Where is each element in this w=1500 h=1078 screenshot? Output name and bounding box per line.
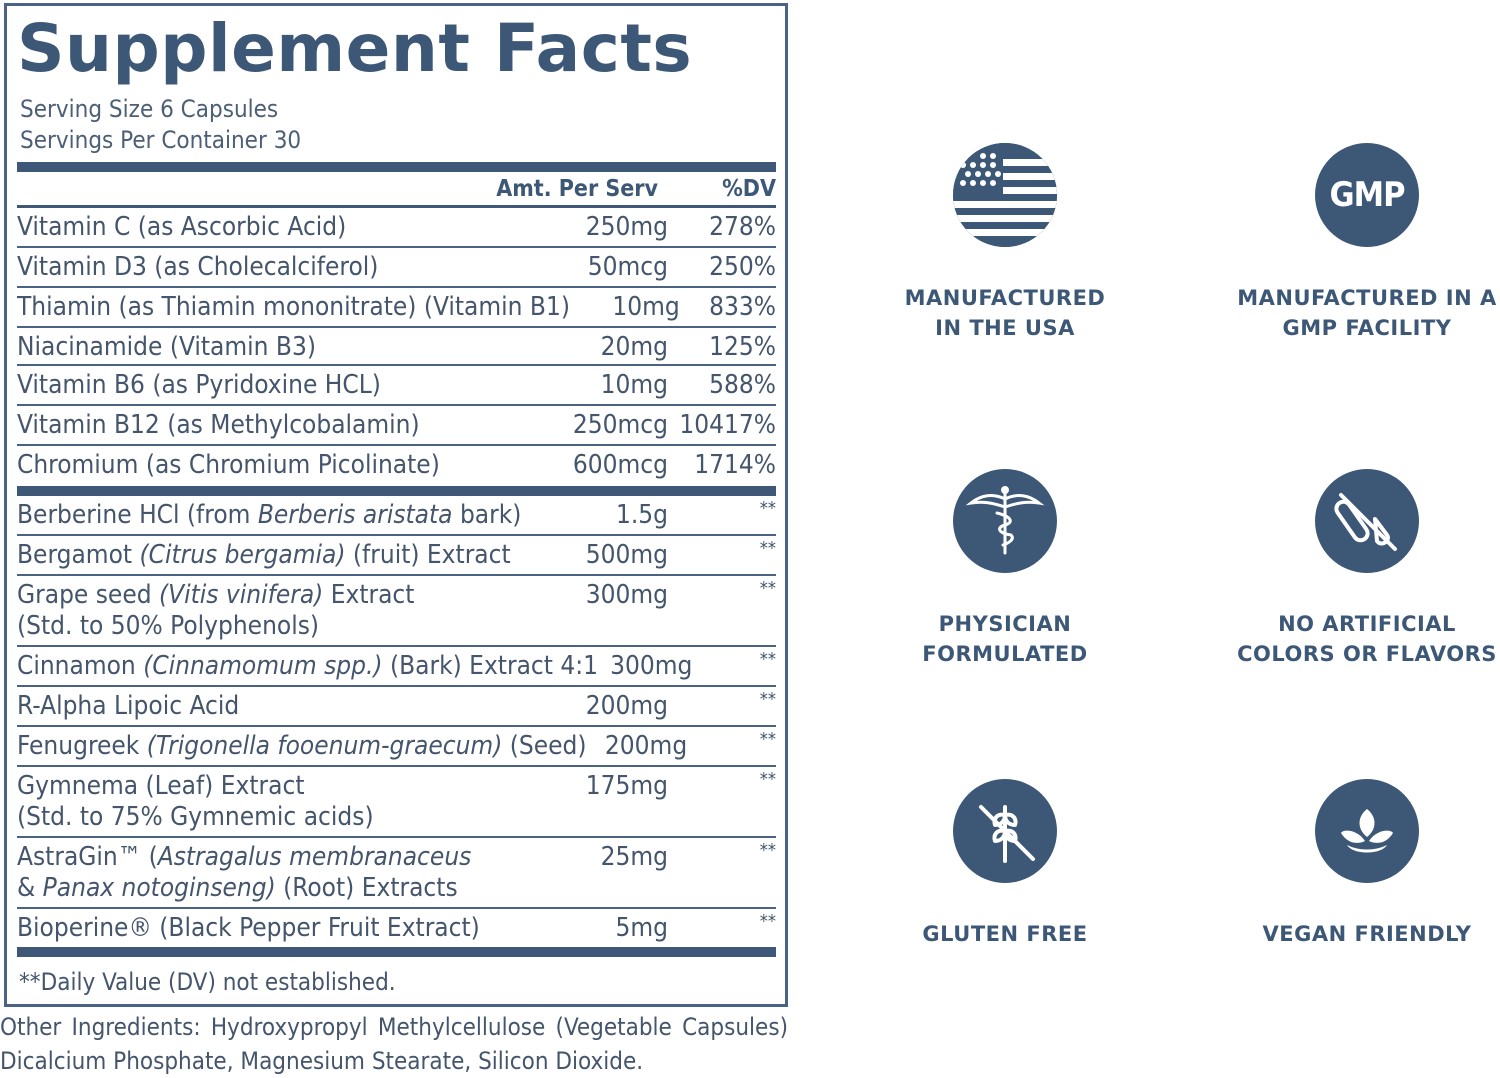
nutrient-amount: 250mg bbox=[585, 212, 668, 242]
ingredient-name bbox=[17, 731, 587, 762]
ingredient-row bbox=[17, 496, 776, 536]
latin-name: (Cinnamomum spp.) bbox=[143, 651, 383, 681]
header-amount: Amt. Per Serv bbox=[496, 175, 658, 202]
other-ingredients-line: Other Ingredients: Hydroxypropyl Methylcellulose (Vegetable Capsules) bbox=[0, 1013, 788, 1041]
ingredient-amount: 300mg bbox=[585, 580, 668, 610]
vitamins-section bbox=[17, 208, 776, 486]
ingredient-dv: ** bbox=[759, 689, 776, 710]
thick-divider bbox=[17, 486, 776, 496]
nutrient-dv: 833% bbox=[709, 292, 776, 322]
ingredient-text: (Bark) Extract 4:1 bbox=[382, 651, 598, 681]
vitamin-row bbox=[17, 328, 776, 366]
nutrient-amount: 250mcg bbox=[572, 410, 668, 440]
ingredient-name bbox=[17, 540, 544, 571]
ingredient-amount: 500mg bbox=[585, 540, 668, 570]
nutrient-dv: 278% bbox=[709, 212, 776, 242]
ingredient-dv: ** bbox=[759, 578, 776, 599]
ingredient-amount: 200mg bbox=[585, 691, 668, 721]
ingredient-amount: 5mg bbox=[615, 913, 668, 943]
other-ingredients bbox=[0, 1010, 788, 1078]
ingredient-row bbox=[17, 536, 776, 576]
ingredient-name bbox=[17, 651, 598, 682]
nutrient-dv: 10417% bbox=[679, 410, 776, 440]
badge-physician-formulated bbox=[880, 469, 1130, 669]
ingredient-text: Bergamot bbox=[17, 540, 140, 570]
vitamin-row bbox=[17, 446, 776, 486]
ingredient-dv: ** bbox=[759, 769, 776, 790]
latin-name: (Citrus bergamia) bbox=[139, 540, 346, 570]
ingredient-dv: ** bbox=[759, 911, 776, 932]
thick-divider bbox=[17, 947, 776, 957]
nutrient-dv: 588% bbox=[709, 370, 776, 400]
nutrient-amount: 20mg bbox=[600, 332, 668, 362]
nutrient-amount: 600mcg bbox=[572, 450, 668, 480]
ingredient-row bbox=[17, 576, 776, 647]
nutrient-name: Vitamin B6 (as Pyridoxine HCL) bbox=[17, 370, 381, 400]
caduceus-icon bbox=[953, 469, 1057, 573]
vitamin-row bbox=[17, 208, 776, 248]
ingredient-amount: 1.5g bbox=[615, 500, 668, 530]
ingredient-text: AstraGin™ ( bbox=[17, 842, 158, 872]
ingredient-text: Gymnema (Leaf) Extract bbox=[17, 771, 305, 801]
ingredient-amount: 300mg bbox=[610, 651, 693, 681]
dv-footnote: **Daily Value (DV) not established. bbox=[19, 968, 396, 996]
ingredient-name bbox=[17, 580, 544, 642]
gmp-icon-text: GMP bbox=[1329, 175, 1405, 215]
vitamin-row bbox=[17, 366, 776, 406]
servings-per-container: Servings Per Container 30 bbox=[20, 126, 302, 154]
ingredient-text: & bbox=[17, 873, 43, 903]
badge-no-artificial bbox=[1222, 469, 1500, 669]
ingredient-text: Berberine HCl (from bbox=[17, 500, 258, 530]
supplement-facts-panel bbox=[4, 3, 788, 1007]
latin-name: Astragalus membranaceus bbox=[157, 842, 472, 872]
latin-name: (Vitis vinifera) bbox=[159, 580, 324, 610]
serving-size: Serving Size 6 Capsules bbox=[20, 95, 279, 123]
other-ingredients-line: Dicalcium Phosphate, Magnesium Stearate, Silicon Dioxide. bbox=[0, 1047, 644, 1075]
ingredient-name bbox=[17, 771, 544, 833]
header-dv: %DV bbox=[722, 175, 776, 202]
ingredient-dv: ** bbox=[759, 649, 776, 670]
latin-name: Panax notoginseng) bbox=[42, 873, 276, 903]
vitamin-row bbox=[17, 406, 776, 446]
nutrient-amount: 50mcg bbox=[587, 252, 668, 282]
ingredient-name: R-Alpha Lipoic Acid bbox=[17, 691, 240, 721]
badge-vegan-friendly bbox=[1222, 779, 1500, 949]
ingredient-dv: ** bbox=[759, 840, 776, 861]
ingredient-text: Fenugreek bbox=[17, 731, 147, 761]
nutrient-dv: 250% bbox=[709, 252, 776, 282]
ingredient-standard: (Std. to 75% Gymnemic acids) bbox=[17, 802, 374, 832]
nutrient-name: Vitamin B12 (as Methylcobalamin) bbox=[17, 410, 420, 440]
serving-info bbox=[17, 94, 776, 156]
gmp-icon bbox=[1315, 143, 1419, 247]
ingredient-standard: (Std. to 50% Polyphenols) bbox=[17, 611, 320, 641]
ingredient-row bbox=[17, 838, 776, 909]
badge-label: NO ARTIFICIAL COLORS OR FLAVORS bbox=[1237, 612, 1497, 666]
ingredient-row bbox=[17, 647, 776, 687]
blend-section bbox=[17, 496, 776, 947]
nutrient-name: Vitamin D3 (as Cholecalciferol) bbox=[17, 252, 379, 282]
us-flag-icon bbox=[953, 143, 1057, 247]
nutrient-dv: 1714% bbox=[694, 450, 776, 480]
ingredient-amount: 200mg bbox=[604, 731, 688, 761]
vegan-leaf-icon bbox=[1315, 779, 1419, 883]
no-artificial-colors-icon bbox=[1315, 469, 1419, 573]
badge-gluten-free bbox=[880, 779, 1130, 949]
ingredient-name: Bioperine® (Black Pepper Fruit Extract) bbox=[17, 913, 480, 943]
ingredient-dv: ** bbox=[759, 538, 776, 559]
ingredient-text: (fruit) Extract bbox=[345, 540, 511, 570]
ingredient-amount: 25mg bbox=[600, 842, 668, 872]
ingredient-dv: ** bbox=[759, 729, 776, 750]
latin-name: (Trigonella fooenum-graecum) bbox=[146, 731, 503, 761]
column-header bbox=[17, 172, 776, 208]
nutrient-amount: 10mg bbox=[600, 370, 668, 400]
ingredient-text: bark) bbox=[452, 500, 522, 530]
ingredient-name bbox=[17, 842, 544, 904]
ingredient-text: (Root) Extracts bbox=[275, 873, 458, 903]
vitamin-row bbox=[17, 288, 776, 328]
nutrient-name: Chromium (as Chromium Picolinate) bbox=[17, 450, 440, 480]
badge-label: GLUTEN FREE bbox=[922, 922, 1088, 946]
ingredient-text: (Seed) bbox=[502, 731, 587, 761]
nutrient-dv: 125% bbox=[709, 332, 776, 362]
ingredient-row bbox=[17, 687, 776, 727]
facts-title: Supplement Facts bbox=[17, 10, 693, 87]
ingredient-name bbox=[17, 500, 544, 531]
latin-name: Berberis aristata bbox=[257, 500, 453, 530]
nutrient-name: Niacinamide (Vitamin B3) bbox=[17, 332, 316, 362]
ingredient-text: Extract bbox=[323, 580, 415, 610]
ingredient-text: Cinnamon bbox=[17, 651, 144, 681]
ingredient-dv: ** bbox=[759, 498, 776, 519]
badge-label: PHYSICIAN FORMULATED bbox=[922, 612, 1088, 666]
badge-label: MANUFACTURED IN A GMP FACILITY bbox=[1237, 286, 1497, 340]
ingredient-row bbox=[17, 767, 776, 838]
badge-label: MANUFACTURED IN THE USA bbox=[904, 286, 1106, 340]
nutrient-amount: 10mg bbox=[612, 292, 680, 322]
ingredient-text: Grape seed bbox=[17, 580, 160, 610]
badge-label: VEGAN FRIENDLY bbox=[1262, 922, 1472, 946]
vitamin-row bbox=[17, 248, 776, 288]
ingredient-row bbox=[17, 909, 776, 947]
badge-made-in-usa bbox=[880, 143, 1130, 343]
thick-divider bbox=[17, 162, 776, 172]
badge-gmp-facility bbox=[1222, 143, 1500, 343]
ingredient-row bbox=[17, 727, 776, 767]
nutrient-name: Thiamin (as Thiamin mononitrate) (Vitamin B1) bbox=[17, 292, 570, 322]
nutrient-name: Vitamin C (as Ascorbic Acid) bbox=[17, 212, 347, 242]
ingredient-amount: 175mg bbox=[585, 771, 668, 801]
gluten-free-wheat-icon bbox=[953, 779, 1057, 883]
